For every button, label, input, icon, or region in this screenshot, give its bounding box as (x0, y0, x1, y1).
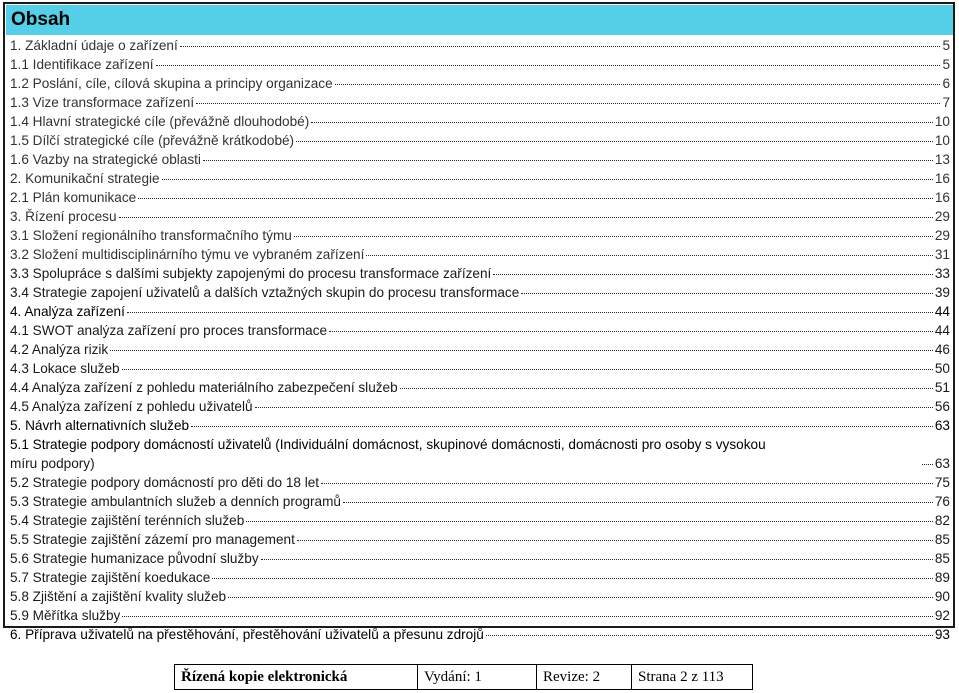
toc-entry-page: 76 (934, 494, 950, 509)
toc-entry-text: 1.5 Dílčí strategické cíle (převážně krátkodobé) (10, 133, 295, 148)
toc-entry[interactable] (10, 530, 950, 549)
dot-leader (261, 558, 933, 560)
dot-leader (521, 292, 933, 294)
toc-list (10, 36, 950, 644)
toc-entry[interactable] (10, 359, 950, 378)
toc-entry[interactable] (10, 55, 950, 74)
toc-entry-text: 5.9 Měřítka služby (10, 608, 121, 623)
toc-entry-text: 3.3 Spolupráce s dalšími subjekty zapojenými do procesu transformace zařízení (10, 266, 492, 281)
dot-leader (329, 330, 933, 332)
document-footer (174, 664, 753, 690)
toc-entry-page: 16 (934, 171, 950, 186)
dot-leader (212, 577, 933, 579)
toc-title: Obsah (6, 5, 953, 35)
table-of-contents (3, 2, 955, 642)
toc-entry[interactable] (10, 587, 950, 606)
toc-entry[interactable] (10, 36, 950, 55)
toc-entry-text: 5. Návrh alternativních služeb (10, 418, 190, 433)
dot-leader (335, 83, 941, 85)
toc-entry-text: 1.4 Hlavní strategické cíle (převážně dlouhodobé) (10, 114, 310, 129)
toc-entry-page: 39 (934, 285, 950, 300)
toc-entry-text: 4.3 Lokace služeb (10, 361, 120, 376)
toc-entry[interactable] (10, 245, 950, 264)
toc-entry-page: 44 (934, 304, 950, 319)
toc-entry-text: 5.6 Strategie humanizace původní služby (10, 551, 259, 566)
toc-entry-text: 4. Analýza zařízení (10, 304, 125, 319)
toc-entry[interactable] (10, 302, 950, 321)
toc-entry[interactable] (10, 397, 950, 416)
dot-leader (321, 482, 933, 484)
toc-entry[interactable] (10, 473, 950, 492)
dot-leader (156, 64, 941, 66)
toc-entry-text: 1. Základní údaje o zařízení (10, 38, 178, 53)
toc-entry[interactable] (10, 340, 950, 359)
dot-leader (122, 615, 933, 617)
dot-leader (486, 634, 933, 636)
toc-entry-page: 90 (934, 589, 950, 604)
toc-entry-page: 85 (934, 551, 950, 566)
dot-leader (180, 45, 941, 47)
toc-entry-text: 5.1 Strategie podpory domácností uživatelů (Individuální domácnost, skupinové domácnosti, domácnosti pro osoby s vysokou (10, 437, 766, 452)
toc-entry-page: 50 (934, 361, 950, 376)
toc-entry[interactable] (10, 625, 950, 644)
toc-entry[interactable] (10, 378, 950, 397)
toc-entry[interactable] (10, 511, 950, 530)
toc-entry[interactable] (10, 492, 950, 511)
dot-leader (119, 216, 933, 218)
revision-label: Revize: 2 (537, 665, 632, 690)
dot-leader (122, 368, 933, 370)
toc-entry-page: 10 (934, 133, 950, 148)
toc-entry-continuation (10, 454, 950, 473)
toc-entry-text: 6. Příprava uživatelů na přestěhování, přestěhování uživatelů a přesunu zdrojů (10, 627, 484, 642)
toc-entry[interactable] (10, 188, 950, 207)
dot-leader (294, 235, 933, 237)
toc-entry-page: 16 (934, 190, 950, 205)
toc-entry-text: 5.5 Strategie zajištění zázemí pro management (10, 532, 295, 547)
toc-entry-text: 2. Komunikační strategie (10, 171, 160, 186)
dot-leader (493, 273, 933, 275)
toc-entry-page: 6 (942, 76, 950, 91)
toc-entry-text: 2.1 Plán komunikace (10, 190, 137, 205)
toc-entry-page: 85 (934, 532, 950, 547)
dot-leader (228, 596, 933, 598)
dot-leader (110, 349, 933, 351)
issue-label: Vydání: 1 (418, 665, 537, 690)
dot-leader (311, 121, 933, 123)
toc-entry-page: 89 (934, 570, 950, 585)
toc-entry[interactable] (10, 321, 950, 340)
toc-entry-page: 93 (934, 627, 950, 642)
toc-entry-text: 4.4 Analýza zařízení z pohledu materiálního zabezpečení služeb (10, 380, 398, 395)
toc-entry-text: 5.7 Strategie zajištění koedukace (10, 570, 211, 585)
toc-entry-page: 75 (934, 475, 950, 490)
dot-leader (343, 501, 933, 503)
toc-entry-text: 3.4 Strategie zapojení uživatelů a dalších vztažných skupin do procesu transformace (10, 285, 520, 300)
dot-leader (196, 102, 940, 104)
toc-entry-page: 51 (934, 380, 950, 395)
dot-leader (162, 178, 933, 180)
toc-entry-page: 63 (934, 418, 950, 433)
dot-leader (922, 463, 933, 465)
toc-entry[interactable] (10, 131, 950, 150)
toc-entry-page: 13 (934, 152, 950, 167)
toc-entry[interactable] (10, 283, 950, 302)
toc-entry-page: 5 (942, 57, 950, 72)
toc-entry[interactable] (10, 416, 950, 435)
toc-entry-text: 5.8 Zjištění a zajištění kvality služeb (10, 589, 227, 604)
toc-entry-text: 1.2 Poslání, cíle, cílová skupina a principy organizace (10, 76, 333, 91)
page-info-label: Strana 2 z 113 (632, 665, 753, 690)
dot-leader (400, 387, 933, 389)
toc-entry-text: 1.3 Vize transformace zařízení (10, 95, 195, 110)
toc-entry-page: 44 (934, 323, 950, 338)
dot-leader (203, 159, 933, 161)
toc-entry[interactable] (10, 150, 950, 169)
controlled-copy-label: Řízená kopie elektronická (175, 665, 418, 690)
toc-entry[interactable] (10, 207, 950, 226)
dot-leader (297, 539, 933, 541)
toc-entry-page: 10 (934, 114, 950, 129)
toc-entry-text: 5.2 Strategie podpory domácností pro děti do 18 let (10, 475, 320, 490)
toc-entry[interactable] (10, 74, 950, 93)
toc-entry-text: 3.2 Složení multidisciplinárního týmu ve vybraném zařízení (10, 247, 365, 262)
toc-entry-page: 33 (934, 266, 950, 281)
toc-entry-text: 4.1 SWOT analýza zařízení pro proces transformace (10, 323, 328, 338)
toc-entry-page: 31 (934, 247, 950, 262)
toc-entry-text: 4.5 Analýza zařízení z pohledu uživatelů (10, 399, 253, 414)
dot-leader (191, 425, 933, 427)
toc-entry-page: 46 (934, 342, 950, 357)
toc-entry[interactable] (10, 226, 950, 245)
dot-leader (255, 406, 933, 408)
toc-entry-text: 3. Řízení procesu (10, 209, 117, 224)
toc-entry-page: 82 (934, 513, 950, 528)
dot-leader (127, 311, 933, 313)
toc-entry-text: 3.1 Složení regionálního transformačního týmu (10, 228, 292, 243)
toc-entry-text: 4.2 Analýza rizik (10, 342, 109, 357)
toc-entry-text: 1.6 Vazby na strategické oblasti (10, 152, 201, 167)
toc-entry[interactable] (10, 169, 950, 188)
toc-entry-page: 5 (942, 38, 950, 53)
toc-entry-text: 1.1 Identifikace zařízení (10, 57, 154, 72)
toc-entry[interactable] (10, 435, 950, 473)
dot-leader (246, 520, 933, 522)
toc-entry[interactable] (10, 568, 950, 587)
toc-entry-text: 5.4 Strategie zajištění terénních služeb (10, 513, 245, 528)
toc-entry-text: 5.3 Strategie ambulantních služeb a denních programů (10, 494, 341, 509)
toc-entry[interactable] (10, 112, 950, 131)
toc-entry-page: 56 (934, 399, 950, 414)
toc-entry[interactable] (10, 606, 950, 625)
toc-entry[interactable] (10, 549, 950, 568)
toc-entry-page: 29 (934, 228, 950, 243)
toc-entry-page: 7 (942, 95, 950, 110)
toc-entry-page: 63 (934, 456, 950, 471)
dot-leader (296, 140, 933, 142)
toc-entry[interactable] (10, 93, 950, 112)
toc-entry-page: 29 (934, 209, 950, 224)
toc-entry-text-continued: míru podpory) (10, 456, 95, 471)
dot-leader (366, 254, 933, 256)
toc-entry-page: 92 (934, 608, 950, 623)
dot-leader (138, 197, 933, 199)
toc-entry[interactable] (10, 264, 950, 283)
